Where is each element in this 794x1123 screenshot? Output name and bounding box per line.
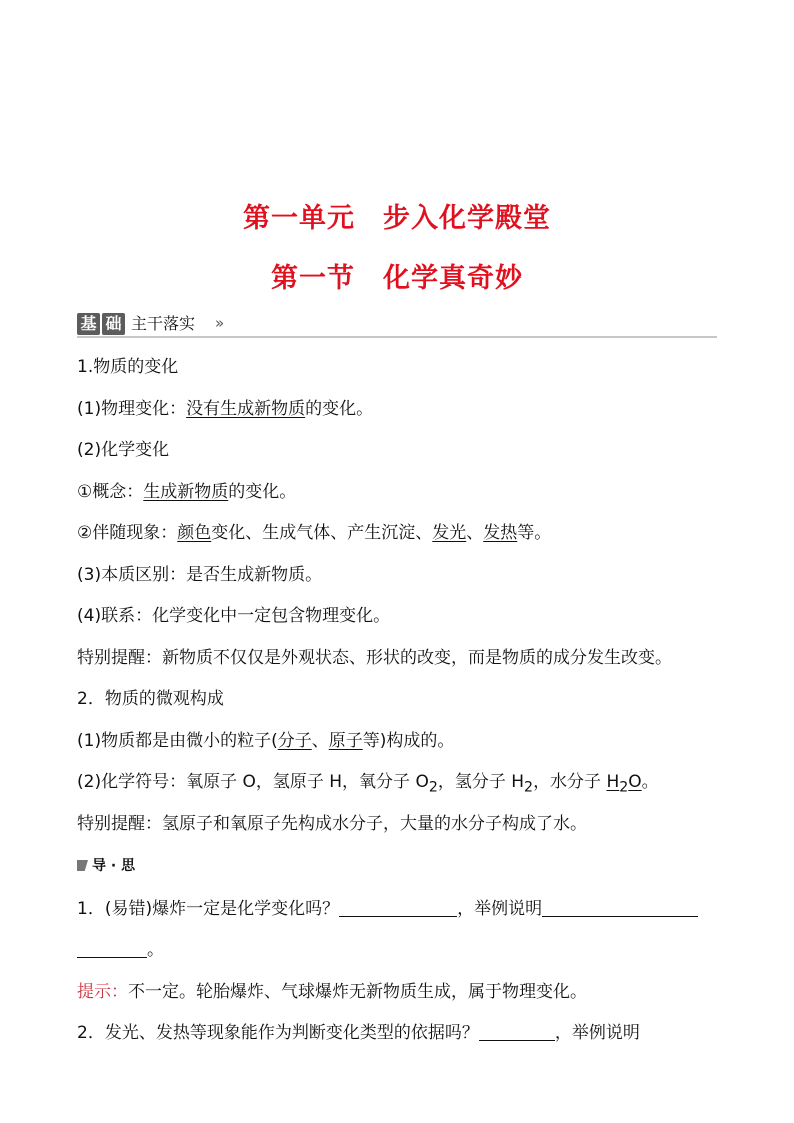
special-reminder-1: 特别提醒：新物质不仅仅是外观状态、形状的改变，而是物质的成分发生改变。 [77,648,672,668]
special-reminder-2: 特别提醒：氢原子和氧原子先构成水分子，大量的水分子构成了水。 [77,814,587,834]
question-1-continued: 。 [77,938,164,962]
double-chevron-icon: » [215,314,225,332]
guide-think-label: 导 · 思 [77,857,135,875]
answer-blank-3[interactable] [77,939,147,958]
essential-difference-line: (3)本质区别：是否生成新物质。 [77,565,323,585]
section-chip-2: 础 [102,313,125,335]
question-1: 1．(易错)爆炸一定是化学变化吗？ ，举例说明 [77,897,698,921]
section-divider [77,336,717,338]
guide-marker-icon [77,860,88,871]
particles-line: (1)物质都是由微小的粒子(分子、原子等)构成的。 [77,731,455,751]
relation-line: (4)联系：化学变化中一定包含物理变化。 [77,606,391,626]
physical-change-line: (1)物理变化：没有生成新物质的变化。 [77,399,374,419]
unit-title: 第一单元 步入化学殿堂 [243,203,551,234]
chemical-symbols-line: (2)化学符号：氧原子 O，氢原子 H，氧分子 $O_2$，氢分子 $H_2$，水分子 $H_2O$。 [77,772,659,796]
question-2: 2．发光、发热等现象能作为判断变化类型的依据吗？ ，举例说明 [77,1023,640,1043]
answer-blank-1[interactable] [339,898,457,917]
section-label: 主干落实 [131,314,196,333]
section-title: 第一节 化学真奇妙 [271,263,523,294]
chemical-change-heading: (2)化学变化 [77,440,170,460]
hint-line: 提示：不一定。轮胎爆炸、气球爆炸无新物质生成，属于物理变化。 [77,982,587,1002]
section-header-bar [77,312,717,338]
heading-micro-structure: 2．物质的微观构成 [77,689,224,709]
phenomena-line: ②伴随现象：颜色变化、生成气体、产生沉淀、发光、发热等。 [77,523,552,543]
answer-blank-4[interactable] [479,1022,555,1041]
section-chip-1: 基 [77,313,100,335]
heading-matter-change: 1.物质的变化 [77,357,179,377]
answer-blank-2[interactable] [542,898,698,917]
concept-line: ①概念：生成新物质的变化。 [77,482,297,502]
